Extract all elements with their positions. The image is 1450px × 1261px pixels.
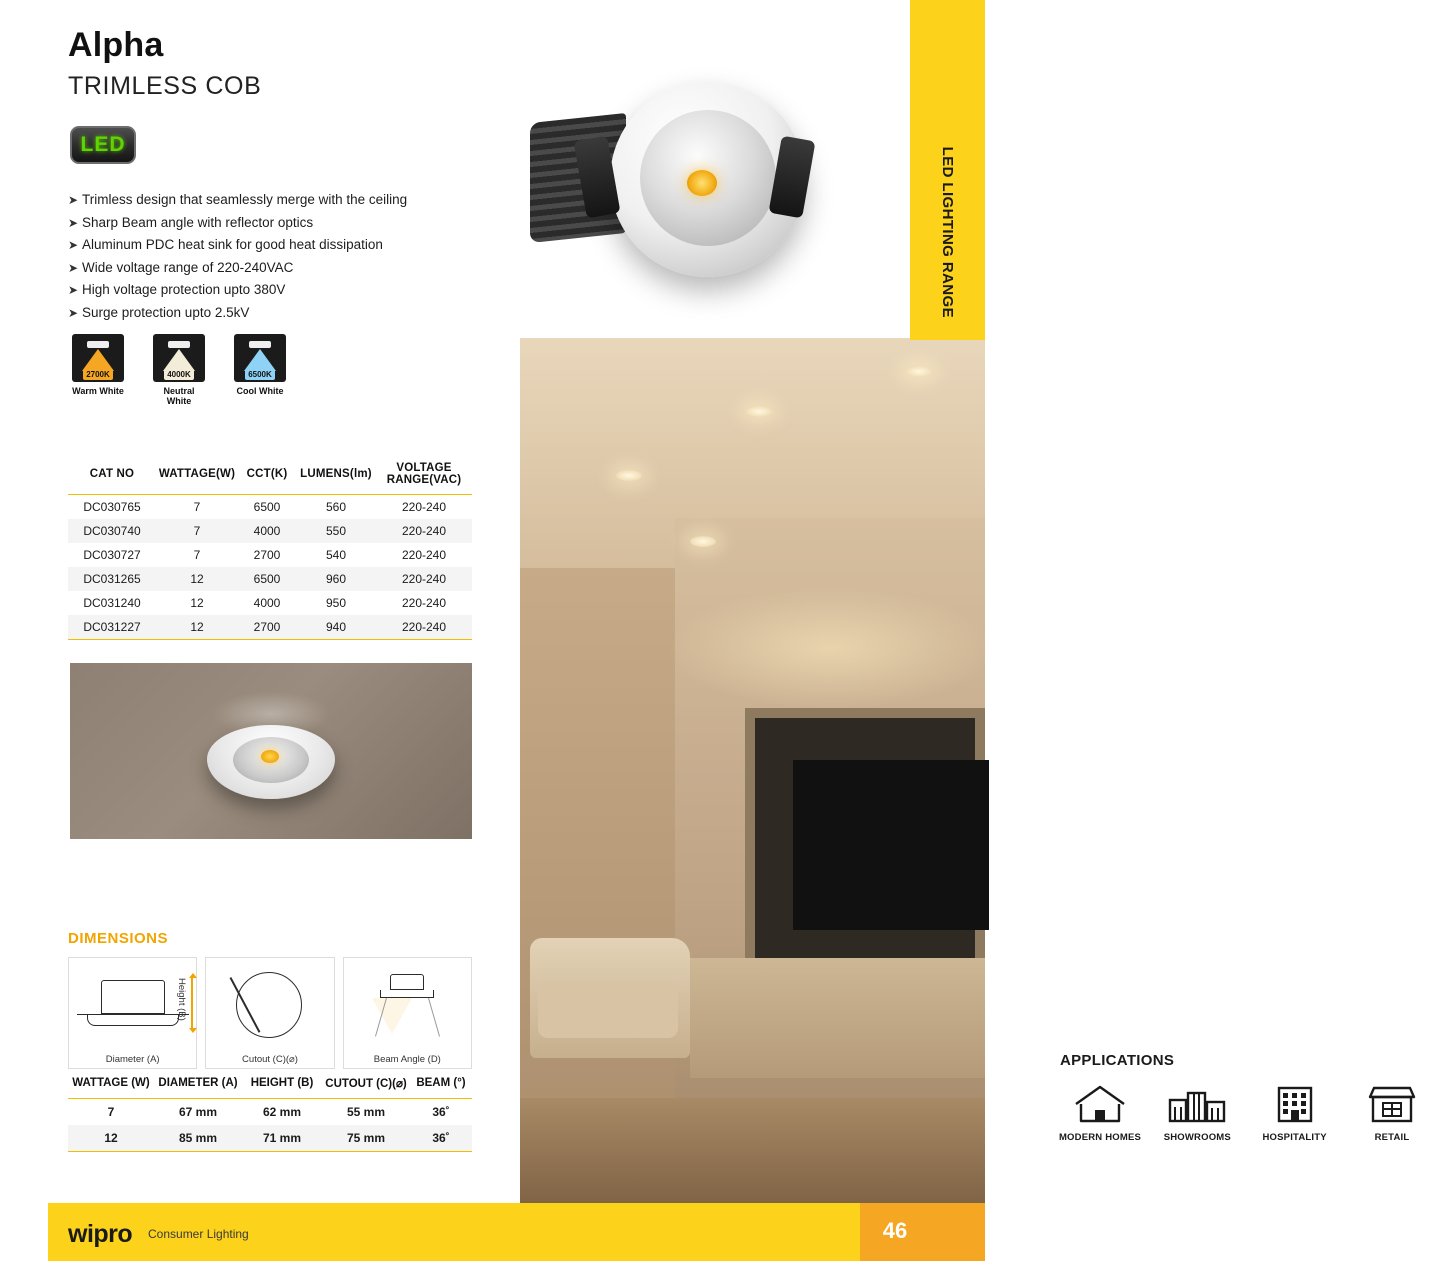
brand-tagline: Consumer Lighting [148, 1227, 249, 1241]
bullet-icon: ➤ [68, 260, 79, 275]
cob-led [687, 170, 717, 196]
table-header-row [68, 458, 472, 495]
feature-item [68, 305, 488, 321]
cell-height: 62 mm [262, 1105, 302, 1119]
cell-height: 71 mm [262, 1131, 302, 1145]
cct-kelvin: 6500K [234, 369, 286, 380]
cell-cct: 2700 [253, 548, 281, 562]
cell-cutout: 75 mm [346, 1131, 386, 1145]
floor [520, 1098, 985, 1208]
cct-label: Cool White [236, 386, 284, 396]
beam-cone [244, 349, 276, 371]
dimensions-title: DIMENSIONS [68, 930, 169, 947]
hotel-building-icon [1249, 1080, 1341, 1126]
cell-wattage: 7 [107, 1105, 115, 1119]
cct-option [151, 334, 207, 406]
page-subtitle: TRIMLESS COB [68, 72, 262, 100]
cell-lumens: 950 [325, 596, 347, 610]
height-label: Height (B) [176, 978, 187, 1021]
feature-text: High voltage protection upto 380V [82, 282, 286, 297]
feature-item [68, 215, 488, 231]
bullet-icon: ➤ [68, 238, 79, 252]
side-tab-label: LED LIGHTING RANGE [939, 146, 956, 318]
applications-panel [1040, 1040, 1450, 1165]
page-title: Alpha [68, 26, 164, 64]
application-label: HOSPITALITY [1262, 1132, 1327, 1143]
table-row [68, 519, 472, 543]
cell-voltage: 220-240 [401, 596, 447, 610]
ceiling-downlight [746, 406, 772, 417]
cct-option [70, 334, 126, 406]
cell-wattage: 12 [190, 620, 204, 634]
left-column [0, 0, 520, 1261]
application-label: RETAIL [1374, 1132, 1410, 1143]
side-tab [910, 0, 985, 340]
cell-lumens: 940 [325, 620, 347, 634]
cct-kelvin: 4000K [153, 369, 205, 380]
col-cct: CCT(K) [246, 468, 288, 480]
feature-text: Aluminum PDC heat sink for good heat dissipation [82, 237, 383, 252]
col-height: HEIGHT (B) [250, 1077, 314, 1089]
cell-wattage: 12 [104, 1131, 118, 1145]
cct-kelvin: 2700K [72, 369, 124, 380]
specification-table [68, 458, 472, 640]
col-wattage: WATTAGE (W) [72, 1077, 150, 1089]
cell-cct: 6500 [253, 500, 281, 514]
feature-text: Trimless design that seamlessly merge with the ceiling [82, 192, 408, 207]
height-arrow-icon [191, 978, 193, 1028]
beam-flange-shape [380, 990, 434, 998]
col-voltage: VOLTAGE RANGE(VAC) [386, 462, 462, 486]
cell-cat-no: DC030765 [83, 500, 141, 514]
diagram-beam-angle [343, 957, 472, 1069]
cool-white-icon [234, 334, 286, 382]
cell-cat-no: DC030727 [83, 548, 141, 562]
table-row [68, 615, 472, 640]
table-header-row [68, 1072, 472, 1099]
storefront-icon [1346, 1080, 1438, 1126]
cell-cat-no: DC031265 [83, 572, 141, 586]
cell-wattage: 7 [193, 500, 201, 514]
cell-wattage: 12 [190, 572, 204, 586]
application-item [1151, 1080, 1243, 1143]
ceiling-downlight [906, 366, 932, 377]
feature-item [68, 260, 488, 276]
neutral-white-icon [153, 334, 205, 382]
beam-edge-right [428, 998, 440, 1037]
cct-label: Warm White [72, 386, 124, 396]
table-row [68, 591, 472, 615]
cell-voltage: 220-240 [401, 620, 447, 634]
cell-lumens: 540 [325, 548, 347, 562]
photo-cob-led [261, 750, 279, 763]
cabinet [690, 958, 985, 1078]
feature-list [68, 192, 488, 327]
cct-option [232, 334, 288, 406]
application-item [1249, 1080, 1341, 1143]
feature-item [68, 237, 488, 253]
diagram-diameter-height [68, 957, 197, 1069]
diagram-cutout [205, 957, 334, 1069]
bullet-icon: ➤ [68, 283, 79, 297]
page-number: 46 [882, 1218, 908, 1243]
application-label: MODERN HOMES [1058, 1132, 1142, 1143]
ceiling-downlight [690, 536, 716, 547]
cell-cat-no: DC031240 [83, 596, 141, 610]
fixture-body-shape [101, 980, 165, 1014]
diameter-label: Diameter (A) [105, 1054, 160, 1065]
warm-white-icon [72, 334, 124, 382]
application-item [1054, 1080, 1146, 1143]
dimension-diagrams [68, 957, 472, 1069]
table-row [68, 495, 472, 520]
cell-cct: 2700 [253, 620, 281, 634]
light-glow [670, 588, 990, 708]
feature-text: Surge protection upto 2.5kV [82, 304, 250, 320]
cell-cct: 4000 [253, 596, 281, 610]
fixture-flange-shape [87, 1014, 179, 1026]
beam-cone [163, 349, 195, 371]
cell-voltage: 220-240 [401, 572, 447, 586]
led-badge [70, 126, 136, 164]
sofa [530, 938, 690, 1058]
cell-cat-no: DC031227 [83, 620, 141, 634]
cell-lumens: 560 [325, 500, 347, 514]
cell-voltage: 220-240 [401, 500, 447, 514]
bullet-icon: ➤ [68, 215, 79, 230]
feature-text: Wide voltage range of 220-240VAC [82, 259, 294, 275]
led-badge-label: LED [80, 133, 126, 156]
tv-screen [793, 760, 989, 930]
cell-lumens: 960 [325, 572, 347, 586]
dimensions-table [68, 1072, 472, 1152]
application-label: SHOWROOMS [1163, 1132, 1231, 1143]
page-footer [0, 1203, 985, 1261]
col-wattage: WATTAGE(W) [158, 468, 236, 480]
applications-title: APPLICATIONS [1060, 1052, 1175, 1069]
cell-voltage: 220-240 [401, 524, 447, 538]
shop-row-icon [1151, 1080, 1243, 1126]
room-photo [520, 338, 985, 1205]
col-diameter: DIAMETER (A) [158, 1077, 238, 1089]
col-beam: BEAM (°) [416, 1077, 466, 1089]
bullet-icon: ➤ [68, 193, 79, 207]
col-cat-no: CAT NO [89, 468, 135, 480]
feature-item [68, 282, 488, 298]
cct-options [70, 334, 288, 406]
lamp-shape [87, 341, 109, 348]
cell-lumens: 550 [325, 524, 347, 538]
lamp-shape [168, 341, 190, 348]
cell-wattage: 7 [193, 524, 201, 538]
cell-diameter: 67 mm [178, 1105, 218, 1119]
applications-list [1054, 1080, 1438, 1143]
bullet-icon: ➤ [68, 305, 79, 320]
table-row [68, 1099, 472, 1126]
brand-logo: wipro [68, 1220, 133, 1248]
cell-cutout: 55 mm [346, 1105, 386, 1119]
lamp-shape [249, 341, 271, 348]
cell-wattage: 7 [193, 548, 201, 562]
application-item [1346, 1080, 1438, 1143]
ceiling-downlight [616, 470, 642, 481]
feature-text: Sharp Beam angle with reflector optics [82, 214, 314, 230]
table-row [68, 543, 472, 567]
cct-label: Neutral White [163, 386, 195, 406]
beam-lamp-shape [390, 974, 424, 990]
cell-voltage: 220-240 [401, 548, 447, 562]
table-row [68, 567, 472, 591]
cell-beam: 36˚ [432, 1105, 450, 1119]
cell-cct: 6500 [253, 572, 281, 586]
installed-downlight [207, 703, 335, 799]
product-photo [70, 663, 472, 839]
cell-beam: 36˚ [432, 1131, 450, 1145]
cell-cat-no: DC030740 [83, 524, 141, 538]
col-cutout: CUTOUT (C)(⌀) [325, 1078, 407, 1090]
beam-angle-label: Beam Angle (D) [373, 1054, 441, 1065]
feature-item [68, 192, 488, 208]
house-icon [1054, 1080, 1146, 1126]
beam-cone [82, 349, 114, 371]
cell-diameter: 85 mm [178, 1131, 218, 1145]
table-row [68, 1125, 472, 1152]
cutout-label: Cutout (C)(⌀) [242, 1054, 298, 1065]
col-lumens: LUMENS(lm) [300, 468, 372, 480]
cell-cct: 4000 [253, 524, 281, 538]
cell-wattage: 12 [190, 596, 204, 610]
